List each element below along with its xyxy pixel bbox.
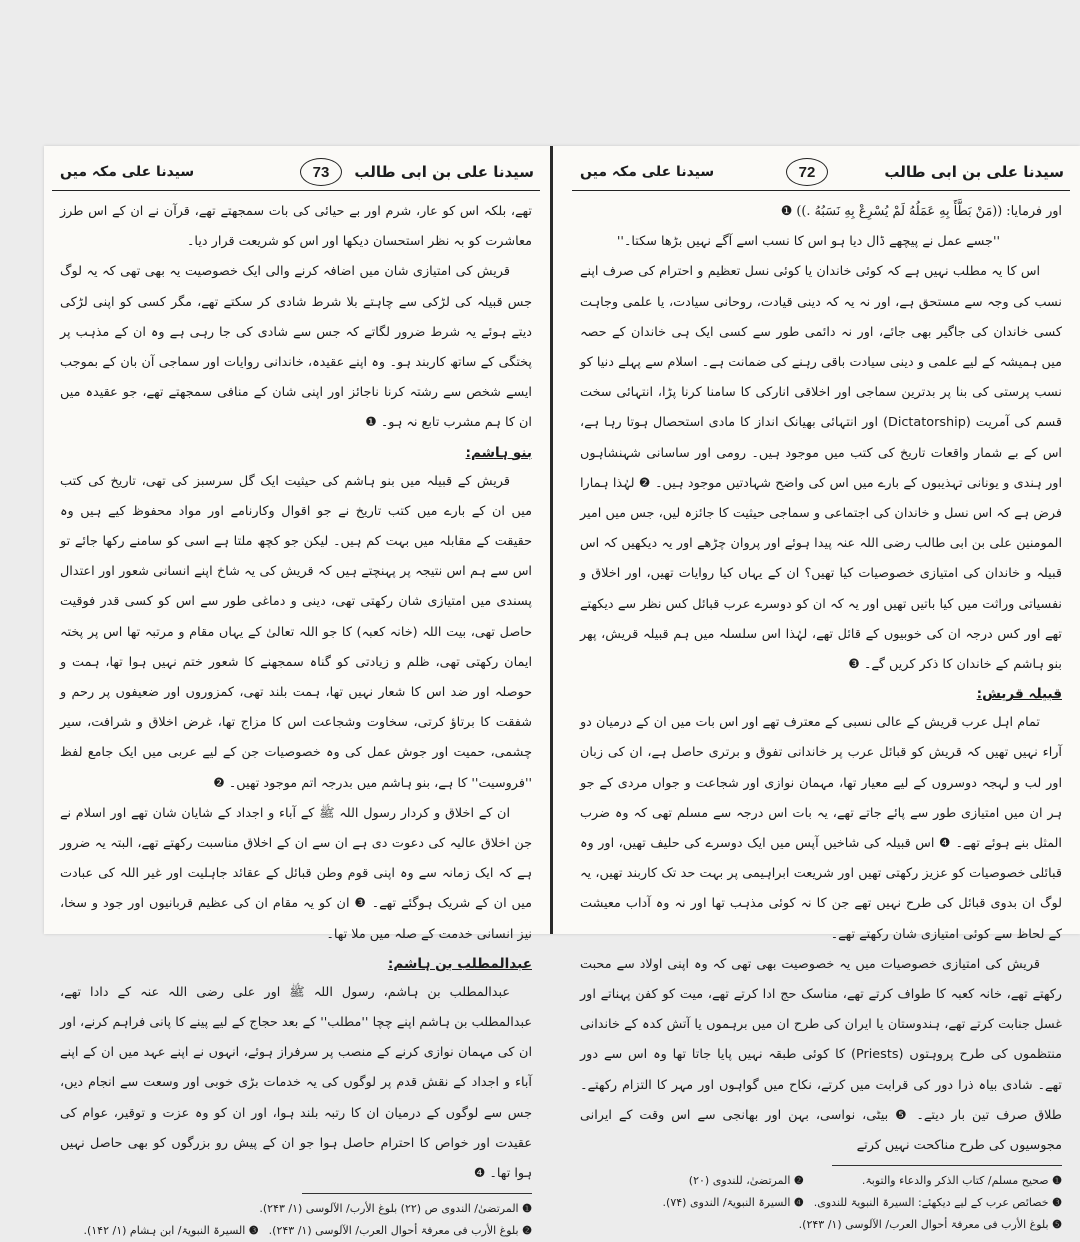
footnote: ❶ صحیح مسلم/ کتاب الذکر والدعاء والتوبۃ. xyxy=(861,1174,1062,1188)
footnote: ❸ خصائص عرب کے لیے دیکھئے: السیرۃ النبویۃ للندوی. xyxy=(813,1196,1062,1210)
footnote: ❷ بلوغ الأرب فی معرفۃ أحوال العرب/ الآلوسی (۱/ ۲۴۳). xyxy=(268,1224,532,1238)
running-section: سیدنا علی مکہ میں xyxy=(60,164,195,180)
paragraph: عبدالمطلب بن ہاشم، رسول اللہ ﷺ اور علی رضی اللہ عنہ کے دادا تھے، عبدالمطلب بن ہاشم اپنے چچا ''مطلب'' کے بعد حجاج کے لیے پینے کا پانی فراہم کرنے، اور ان کی مہمان نوازی کرنے کے منصب پر سرفراز ہوئے، انہوں نے اپنے عہد میں ان کے اپنے آباء و اجداد کے نقش قدم پر لوگوں کی یہ خدمات بڑی خوبی اور وسعت سے انجام دیں، جس سے لوگوں کے درمیان ان کا رتبہ بلند ہوا، اور ان کو وہ عزت و توقیر، عوام کی عقیدت اور خواص کا احترام حاصل ہوا جو ان کے پیش رو بزرگوں کو بھی حاصل نہیں ہوا تھا۔ ❹ xyxy=(60,984,532,1182)
section-heading: بنو ہاشم: xyxy=(465,444,532,461)
section-heading: عبدالمطلب بن ہاشم: xyxy=(387,955,532,972)
footnote: ❺ بلوغ الأرب فی معرفۃ أحوال العرب/ الآلوسی (۱/ ۲۴۳). xyxy=(798,1218,1062,1232)
footnote: ❹ السیرۃ النبویۃ/ الندوی (۷۴). xyxy=(662,1196,804,1210)
paragraph: تمام اہل عرب قریش کے عالی نسبی کے معترف تھے اور اس بات میں ان کے درمیان دو آراء نہیں تھیں کہ قریش کو قبائل عرب پر خاندانی تفوق و برتری حاصل ہے، ان کی زبان اور لب و لہجہ دوسروں کے لیے معیار تھا، مہمان نوازی اور شجاعت و جواں مردی کے جو ہر ان میں امتیازی طور سے پائے جاتے تھے، یہ بات اس درجہ سے مسلم تھی کہ وہ ضرب المثل بنے ہوئے تھے۔ ❹ اس قبیلہ کی شاخیں آپس میں ایک دوسرے کی حلیف تھیں، اور وہ قبائلی خصوصیات کو عزیز رکھتی تھیں اور شریعت ابراہیمی پر بہت حد تک کاربند تھیں، یہ لوگ ان بدوی قبائل کی طرح نہیں تھے جن کا نہ کوئی مذہب تھا اور نہ وہ آداب معیشت کے لحاظ سے کوئی امتیازی شان رکھتے تھے۔ xyxy=(580,715,1062,942)
footnote: ❶ المرتضیٰ/ الندوی ص (۲۲) بلوغ الأرب/ الآلوسی (۱/ ۲۴۳). xyxy=(259,1202,532,1216)
footnotes xyxy=(572,1170,1070,1236)
footnotes xyxy=(52,1198,540,1242)
book-spread xyxy=(44,146,1080,1238)
paragraph: قریش کی امتیازی خصوصیات میں یہ خصوصیت بھی تھی کہ وہ اپنی اولاد سے محبت رکھتے تھے، خانہ کعبہ کا طواف کرتے تھے، مناسک حج ادا کرتے تھے، میت کو کفن پہناتے اور غسل جنابت کرتے تھے، ہندوستان یا ایران کی طرح ان میں برہموں یا آتش کدہ کے خاندانی منتظموں کی طرح پروہتوں (Priests) کا کوئی طبقہ نہیں پایا جاتا تھا وہ اس سے دور تھے۔ شادی بیاہ ذرا دور کی قرابت میں کرتے، نکاح میں گواہوں اور مہر کا التزام رکھتے۔ طلاق صرف تین بار دیتے۔ ❺ بیٹی، نواسی، بہن اور بھانجی سے اس وقت کے ایرانی مجوسیوں کی طرح مناکحت نہیں کرتے xyxy=(580,956,1062,1154)
paragraph: تھے، بلکہ اس کو عار، شرم اور بے حیائی کی بات سمجھتے تھے، قرآن نے ان کے اس طرز معاشرت کو بہ نظر استحسان دیکھا اور اس کو شریعت قرار دیا۔ xyxy=(60,204,532,250)
paragraph: ان کے اخلاق و کردار رسول اللہ ﷺ کے آباء و اجداد کے شایان شان تھے اور اسلام نے جن اخلاق عالیہ کی دعوت دی ہے ان سے ان کے اخلاق مناسبت رکھتے تھے، البتہ یہ ضرور ہے کہ ایک زمانہ سے وہ اپنی قوم وطن قبائل کے عقائد جاہلیت اور غیر اللہ کی عبادت میں ان کے شریک ہوگئے تھے۔ ❸ ان کو یہ مقام ان کی عظیم قربانیوں اور جود و سخا، نیز انسانی خدمت کے صلہ میں ملا تھا۔ xyxy=(60,805,532,942)
book-gutter xyxy=(550,146,553,934)
page-72 xyxy=(572,146,1070,1232)
page-number: 72 xyxy=(786,158,828,186)
running-head xyxy=(572,154,1070,191)
footnote-rule xyxy=(302,1193,532,1194)
hadith-arabic: اور فرمایا: ((مَنْ بَطَّأَ بِهِ عَمَلُهُ لَمْ يُسْرِعْ بِهِ نَسَبُهُ .)) ❶ xyxy=(780,204,1062,219)
page-73 xyxy=(52,146,540,1238)
running-title: سیدنا علی بن ابی طالب xyxy=(354,163,534,181)
running-title: سیدنا علی بن ابی طالب xyxy=(884,163,1064,181)
paragraph: اس کا یہ مطلب نہیں ہے کہ کوئی خاندان یا کوئی نسل تعظیم و احترام کی صرف اپنے نسب کی وجہ سے مستحق ہے، اور نہ یہ کہ دینی قیادت، روحانی سیادت، یا علمی وجاہت کسی خاندان کی جاگیر بھی جائے، اور نہ دائمی طور سے کسی ایک ہی خاندان کے حصہ میں ہمیشہ کے لیے علمی و دینی سیادت باقی رہنے کی ضمانت ہے۔ اسلام سے پہلے دنیا کو نسب پرستی کی بنا پر بدترین سماجی اور اخلاقی انارکی کا سامنا کرنا پڑا، انتہائی سخت قسم کی آمریت (Dictatorship) اور انتہائی بھیانک انداز کا مادی استحصال ہوتا رہا ہے، اس کے بے شمار واقعات تاریخ کی کتب میں موجود ہیں۔ رومی اور ساسانی شہنشاہوں اور ہندی و یونانی تہذیبوں کے بارے میں اس کی واضح شہادتیں موجود ہیں۔ ❷ لہٰذا ہمارا فرض ہے کہ اس نسل و خاندان کی اجتماعی و سماجی حیثیت کا جائزہ لیں، جس میں امیر المومنین علی بن ابی طالب رضی اللہ عنہ پیدا ہوئے اور پروان چڑھے اور یہ دیکھیں کہ اس قبیلہ و خاندان کی امتیازی خصوصیات کیا تھیں؟ ان کے یہاں کیا روایات تھیں، اور اخلاق و نفسیاتی وراثت میں کیا باتیں تھیں اور یہ کہ ان کو دوسرے عرب قبائل کس نظر سے دیکھتے تھے اور کس درجہ ان کی خوبیوں کے قائل تھے، لہٰذا اس سلسلہ میں ہم قبیلہ قریش، پھر بنو ہاشم کے خاندان کا ذکر کریں گے۔ ❸ xyxy=(580,264,1063,673)
footnote: ❷ المرتضیٰ، للندوی (۲۰) xyxy=(688,1174,804,1188)
hadith-translation: ''جسے عمل نے پیچھے ڈال دیا ہو اس کا نسب اسے آگے نہیں بڑھا سکتا۔'' xyxy=(616,234,1000,250)
footnote-rule xyxy=(832,1165,1062,1166)
page-body xyxy=(572,191,1070,1161)
running-section: سیدنا علی مکہ میں xyxy=(580,164,715,180)
running-head xyxy=(52,154,540,191)
page-number: 73 xyxy=(300,158,342,186)
footnote: ❸ السیرۃ النبویۃ/ ابن ہشام (۱/ ۱۴۲). xyxy=(83,1224,259,1238)
paragraph: قریش کے قبیلہ میں بنو ہاشم کی حیثیت ایک گل سرسبز کی تھی، تاریخ کی کتب میں ان کے بارے میں کتب تاریخ نے جو اقوال وکارنامے اور مواد محفوظ کیے ہیں وہ حقیقت کے مقابلہ میں بہت کم ہیں۔ لیکن جو کچھ ملتا ہے اسی کو سامنے رکھا جائے تو اس سے ہم اس نتیجہ پر پہنچتے ہیں کہ قریش کی یہ شاخ اپنے انسانی شعور اور اعتدال پسندی میں امتیازی شان رکھتی تھی، دینی و دماغی طور سے اس کو کسی قدر فوقیت حاصل تھی، بیت اللہ (خانہ کعبہ) کا جو اللہ تعالیٰ کے یہاں مقام و مرتبہ تھا اس پر پختہ ایمان رکھتی تھی، ظلم و زیادتی کو گناہ سمجھنے کا شعور ختم نہیں ہوا تھا، ہمت و حوصلہ اور ضد اس کا شعار نہیں تھا، ہمت بلند تھی، کمزوروں اور ضعیفوں پر رحم و شفقت کا برتاؤ کرتی، سخاوت وشجاعت اس کا مزاج تھا، غرض اخلاق و شرافت، سیر چشمی، حمیت اور جوش عمل کی وہ خصوصیات جن کے لیے عربی میں ایک جامع لفظ ''فروسیت'' کا ہے، بنو ہاشم میں بدرجہ اتم موجود تھیں۔ ❷ xyxy=(60,473,532,791)
paragraph: قریش کی امتیازی شان میں اضافہ کرنے والی ایک خصوصیت یہ بھی تھی کہ یہ لوگ جس قبیلہ کی لڑکی سے چاہتے بلا شرط شادی کر سکتے تھے، مگر کسی کو اپنی لڑکی دیتے ہوئے یہ شرط ضرور لگاتے کہ جس سے شادی کی جا رہی ہے وہ ان کے مذہب پر پختگی کے ساتھ کاربند ہو۔ وہ اپنے عقیدہ، خاندانی روایات اور سماجی آن بان کے بموجب ایسے شخص سے رشتہ کرنا ناجائز اور اپنی شان کے منافی سمجھتے تھے، جو عقیدہ میں ان کا ہم مشرب تابع نہ ہو۔ ❶ xyxy=(60,264,532,431)
page-body xyxy=(52,191,540,1189)
section-heading: قبیلہ قریش: xyxy=(976,686,1062,703)
